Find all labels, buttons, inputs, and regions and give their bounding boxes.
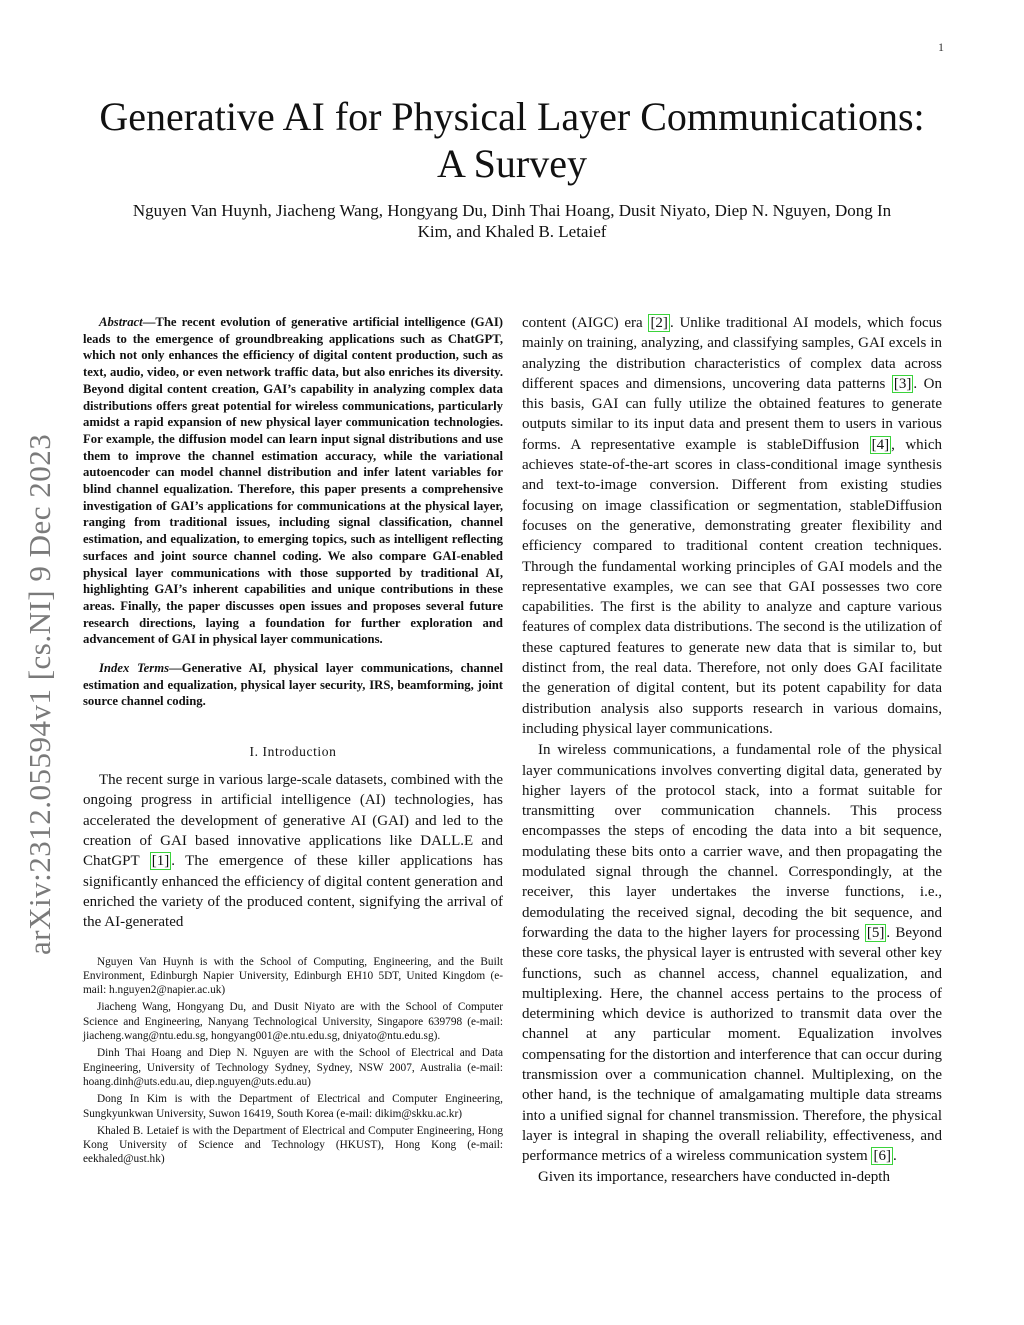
text-run: . <box>892 1148 897 1165</box>
intro-paragraph-1 <box>83 770 503 932</box>
index-terms <box>83 660 503 710</box>
left-column <box>83 314 503 1170</box>
text-run: The recent surge in various large-scale datasets, combined with the ongoing progress in artificial intelligence (AI) technologies, has accelerated the development of generative AI (GAI) and led to the creation of GAI based innovative applications like DALL.E and ChatGPT <box>83 772 503 870</box>
paper-title <box>60 93 964 187</box>
body-paragraph-1 <box>522 313 942 739</box>
text-run: . Beyond these core tasks, the physical layer is entrusted with several other key functions, such as channel access, channel equalization, and multiplexing. Here, the channel access pertains to the process of determining which device is authorized to transmit data over the channel at any particular moment. Equalization involves compensating for the distortion and interference that can occur during transmission over a communication channel. Multiplexing, on the other hand, is the technique of amalgamating multiple data streams into a unified signal for channel transmission. Therefore, the physical layer is integral in shaping the overall reliability, effectiveness, and performance metrics of a wireless communication system <box>522 924 942 1165</box>
footnote-letaief: Khaled B. Letaief is with the Department of Electrical and Computer Engineering, Hong Kong University of Science and Technology (HKUST), Hong Kong (e-mail: eekhaled@ust.hk) <box>83 1124 503 1166</box>
text-run: In wireless communications, a fundamental role of the physical layer communications involves converting digital data, generated by higher layers of the protocol stack, into a format suitable for transmitting over communication channels. This process encompasses the steps of encoding the data into a bit sequence, modulating these bits onto a carrier wave, and then propagating the modulated signal through the channel. Correspondingly, at the receiver, this layer undertakes the inverse functions, i.e., demodulating the received signal, decoding the bit sequence, and forwarding the data to the higher layers for processing <box>522 742 942 941</box>
author-list-line-1: Nguyen Van Huynh, Jiacheng Wang, Hongyang Du, Dinh Thai Hoang, Dusit Niyato, Diep N. Nguyen, Dong In <box>132 201 892 220</box>
citation-link-2[interactable]: [2] <box>650 315 668 331</box>
index-terms-text: —Generative AI, physical layer communications, channel estimation and equalization, physical layer security, IRS, beamforming, joint source channel coding. <box>83 661 503 709</box>
body-paragraph-3: Given its importance, researchers have conducted in-depth <box>538 1169 890 1186</box>
footnote-kim: Dong In Kim is with the Department of Electrical and Computer Engineering, Sungkyunkwan University, Suwon 16419, South Korea (e-mail: dikim@skku.ac.kr) <box>83 1093 503 1120</box>
citation-link-4[interactable]: [4] <box>871 436 890 453</box>
text-run: . The emergence of these killer applications has significantly enhanced the efficiency of digital content generation and enriched the variety of the produced content, signifying the arrival of the AI-generated <box>83 853 503 931</box>
footnote-huynh: Nguyen Van Huynh is with the School of Computing, Engineering, and the Built Environment, Edinburgh Napier University, Edinburgh EH10 5DT, United Kingdom (e-mail: h.nguyen2@napier.ac.uk) <box>83 955 503 997</box>
abstract-label: Abstract <box>99 315 143 329</box>
paper-title-line-2: A Survey <box>437 141 587 186</box>
abstract-text: —The recent evolution of generative artificial intelligence (GAI) leads to the emergence of groundbreaking applications such as ChatGPT, which not only enhances the efficiency of digital content production, such as text, audio, video, or even network traffic data, but also enriches its diversity. Beyond digital content creation, GAI’s capability in analyzing complex data distributions offers great potential for wireless communications, particularly amidst a rapid expansion of new physical layer communication technologies. For example, the diffusion model can learn input signal distributions and use them to improve the channel estimation accuracy, while the variational autoencoder can model channel distribution and infer latent variables for blind channel equalization. Therefore, this paper presents a comprehensive investigation of GAI’s applications for communications at the physical layer, ranging from traditional issues, including signal classification, channel estimation, and equalization, to emerging topics, such as intelligent reflecting surfaces and joint source channel coding. We also compare GAI-enabled physical layer communications with those supported by traditional AI, highlighting GAI’s inherent capabilities and unique contributions in these areas. Finally, the paper discusses open issues and proposes several future research directions, laying a foundation for further exploration and advancement of GAI in physical layer communications. <box>83 315 503 647</box>
footnote-wang-du-niyato: Jiacheng Wang, Hongyang Du, and Dusit Niyato are with the School of Computer Science and Engineering, Nanyang Technological University, Singapore 639798 (e-mail: jiacheng.wang@ntu.edu.sg, hongyang001@e.ntu.edu.sg, dniyato@ntu.edu.sg). <box>83 1001 503 1043</box>
section-heading-introduction: I. Introduction <box>249 744 337 760</box>
paper-title-line-1: Generative AI for Physical Layer Communications: <box>99 94 925 139</box>
text-run: content (AIGC) era <box>522 315 649 331</box>
text-run: . Unlike traditional AI models, which focus mainly on training, analyzing, and classifying samples, GAI excels in analyzing the distribution characteristics of complex data across different spaces and dimensions, uncovering data patterns <box>522 315 943 392</box>
citation-link-5[interactable]: [5] <box>866 924 885 941</box>
body-paragraph-2 <box>522 740 942 1166</box>
text-run: , which achieves state-of-the-art scores in class-conditional image synthesis and text-to-image conversion. Different from existing studies focusing on image classification or segmentation, stableDiffusion focuses on the generative, demonstrating greater flexibility and efficiency compared to traditional content creation techniques. Through the fundamental working principles of GAI models and the representative examples, we can see that GAI possesses two core capabilities. The first is the ability to analyze and capture various features of complex data distributions. The second is the utilization of these captured features to generate new data that is similar to, but distinct from, the real data. Therefore, not only does GAI facilitate the generation of digital content, but its potent capability for data distribution analysis also supports research in various domains, including physical layer communications. <box>522 436 942 737</box>
author-list-line-2: Kim, and Khaled B. Letaief <box>417 222 607 241</box>
author-list <box>70 200 954 242</box>
affiliation-footnotes <box>83 955 503 1167</box>
abstract <box>83 314 503 648</box>
page-number: 1 <box>938 40 944 54</box>
citation-link-6[interactable]: [6] <box>873 1148 891 1165</box>
footnote-hoang-nguyen: Dinh Thai Hoang and Diep N. Nguyen are with the School of Electrical and Data Engineering, University of Technology Sydney, Sydney, NSW 2007, Australia (e-mail: hoang.dinh@uts.edu.au, diep.nguyen@uts.edu.au) <box>83 1047 503 1088</box>
text-run: . On this basis, GAI can fully utilize the obtained features to generate outputs similar to its input data and present them to users in various forms. A representative example is stableDiffusion <box>522 375 942 453</box>
arxiv-stamp: arXiv:2312.05594v1 [cs.NI] 9 Dec 2023 <box>22 433 57 955</box>
right-column <box>522 313 942 1188</box>
citation-link-3[interactable]: [3] <box>893 375 912 392</box>
index-terms-label: Index Terms <box>99 661 170 676</box>
citation-link-1[interactable]: [1] <box>151 853 170 870</box>
